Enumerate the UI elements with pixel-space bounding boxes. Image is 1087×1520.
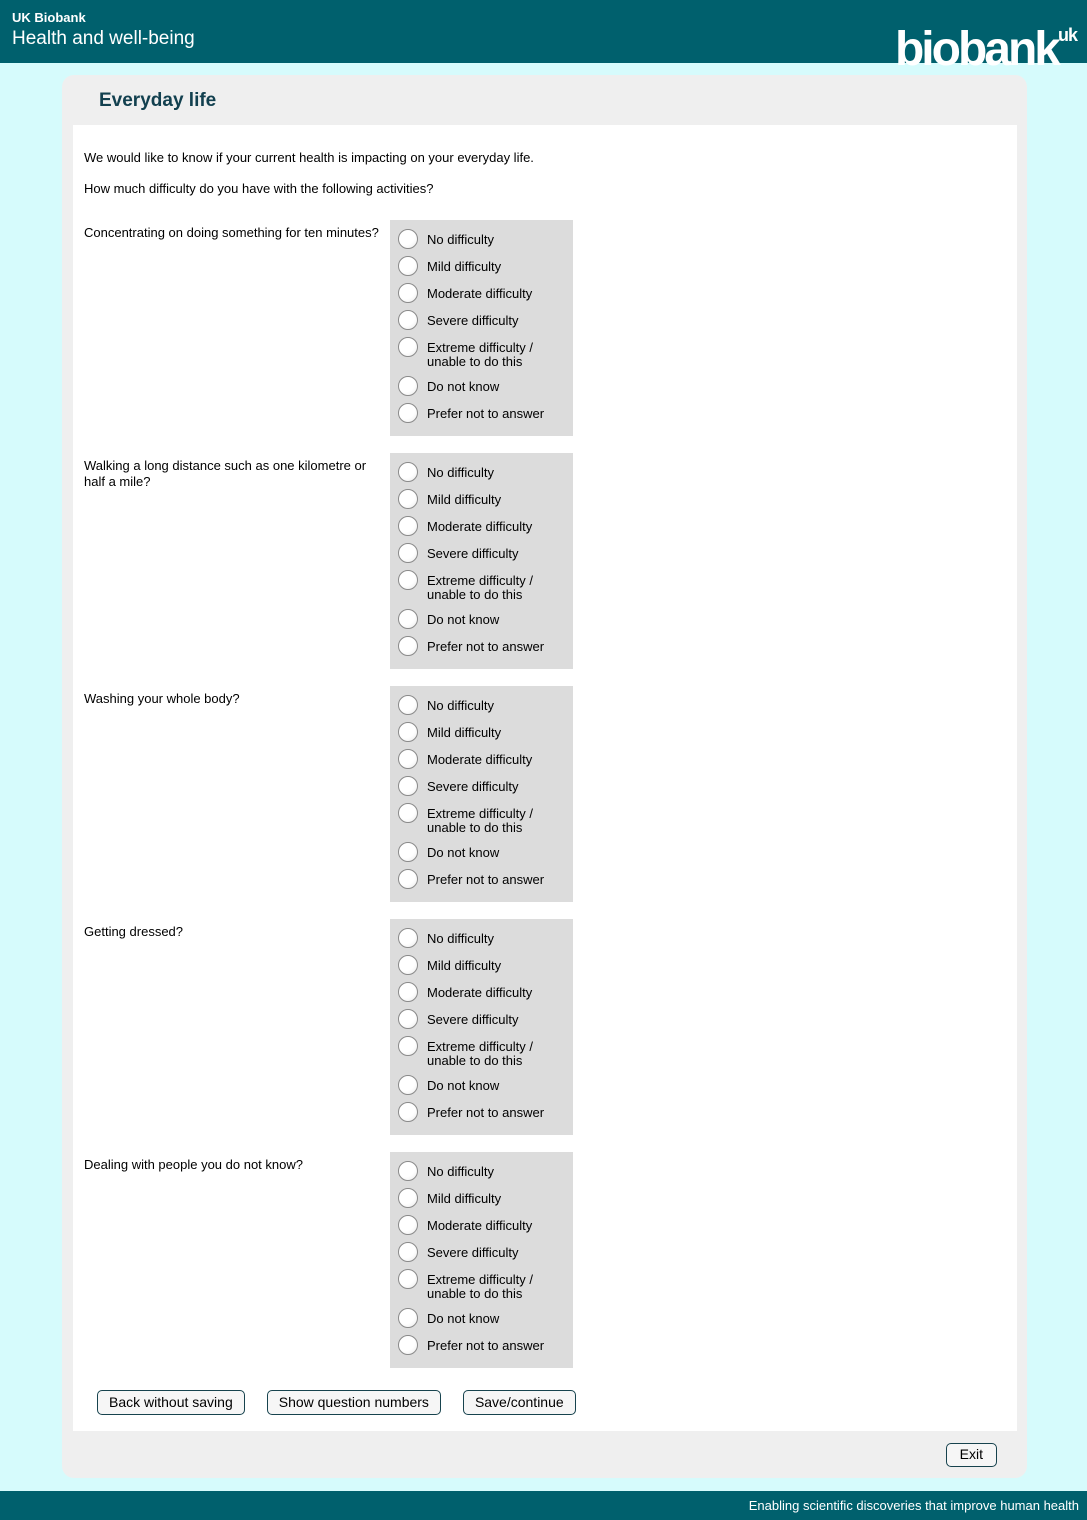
header	[0, 0, 1087, 76]
radio-button-icon[interactable]	[398, 776, 418, 796]
radio-button-icon[interactable]	[398, 516, 418, 536]
radio-button-icon[interactable]	[398, 229, 418, 249]
options-group	[390, 220, 573, 436]
radio-option[interactable]	[398, 570, 565, 602]
radio-option[interactable]	[398, 776, 565, 796]
radio-button-icon[interactable]	[398, 609, 418, 629]
option-label: Severe difficulty	[427, 546, 519, 561]
option-label: Do not know	[427, 612, 500, 627]
option-label: Moderate difficulty	[427, 1218, 533, 1233]
question-label: Getting dressed?	[84, 924, 184, 939]
radio-button-icon[interactable]	[398, 803, 418, 823]
option-label: No difficulty	[427, 465, 494, 480]
radio-button-icon[interactable]	[398, 256, 418, 276]
radio-button-icon[interactable]	[398, 337, 418, 357]
radio-button-icon[interactable]	[398, 1308, 418, 1328]
back-without-saving-button[interactable]: Back without saving	[97, 1390, 245, 1415]
page-title: Everyday life	[99, 90, 217, 111]
radio-option[interactable]	[398, 869, 565, 889]
org-name: UK Biobank	[12, 10, 86, 25]
radio-button-icon[interactable]	[398, 570, 418, 590]
option-label: Prefer not to answer	[427, 872, 545, 887]
question-row	[84, 1152, 1006, 1368]
radio-option[interactable]	[398, 283, 565, 303]
option-label: Mild difficulty	[427, 725, 502, 740]
options-group	[390, 919, 573, 1135]
radio-option[interactable]	[398, 1188, 565, 1208]
radio-button-icon[interactable]	[398, 1036, 418, 1056]
footer-tagline: Enabling scientific discoveries that improve human health	[748, 1498, 1079, 1513]
panel-footer	[62, 1431, 1027, 1478]
radio-button-icon[interactable]	[398, 376, 418, 396]
radio-option[interactable]	[398, 1335, 565, 1355]
radio-button-icon[interactable]	[398, 462, 418, 482]
radio-option[interactable]	[398, 376, 565, 396]
exit-button[interactable]: Exit	[946, 1443, 997, 1467]
radio-option[interactable]	[398, 1009, 565, 1029]
radio-option[interactable]	[398, 982, 565, 1002]
option-label: Mild difficulty	[427, 958, 502, 973]
radio-option[interactable]	[398, 403, 565, 423]
radio-option[interactable]	[398, 543, 565, 563]
radio-button-icon[interactable]	[398, 1102, 418, 1122]
app-title: Health and well-being	[12, 28, 195, 49]
option-label: Mild difficulty	[427, 1191, 502, 1206]
question-row	[84, 919, 1006, 1135]
question-label: Washing your whole body?	[84, 691, 240, 706]
question-row	[84, 686, 1006, 902]
radio-button-icon[interactable]	[398, 695, 418, 715]
radio-button-icon[interactable]	[398, 403, 418, 423]
option-label: Prefer not to answer	[427, 406, 545, 421]
options-group	[390, 453, 573, 669]
option-label: Extreme difficulty / unable to do this	[427, 573, 533, 602]
radio-option[interactable]	[398, 516, 565, 536]
radio-button-icon[interactable]	[398, 749, 418, 769]
option-label: Moderate difficulty	[427, 752, 533, 767]
biobank-logo-uk: uk	[1057, 25, 1077, 45]
radio-option[interactable]	[398, 1161, 565, 1181]
radio-option[interactable]	[398, 636, 565, 656]
question-label: Concentrating on doing something for ten minutes?	[84, 225, 379, 240]
radio-button-icon[interactable]	[398, 1009, 418, 1029]
radio-button-icon[interactable]	[398, 955, 418, 975]
option-label: No difficulty	[427, 1164, 494, 1179]
radio-option[interactable]	[398, 722, 565, 742]
show-question-numbers-button[interactable]: Show question numbers	[267, 1390, 441, 1415]
options-group	[390, 1152, 573, 1368]
radio-option[interactable]	[398, 609, 565, 629]
option-label: No difficulty	[427, 232, 494, 247]
radio-button-icon[interactable]	[398, 842, 418, 862]
option-label: Severe difficulty	[427, 779, 519, 794]
option-label: Do not know	[427, 1311, 500, 1326]
radio-button-icon[interactable]	[398, 543, 418, 563]
save-continue-button[interactable]: Save/continue	[463, 1390, 576, 1415]
option-label: Extreme difficulty / unable to do this	[427, 806, 533, 835]
option-label: Prefer not to answer	[427, 1105, 545, 1120]
option-label: Moderate difficulty	[427, 519, 533, 534]
option-label: Mild difficulty	[427, 492, 502, 507]
option-label: Prefer not to answer	[427, 1338, 545, 1353]
option-label: Do not know	[427, 379, 500, 394]
page-background	[0, 63, 1087, 1491]
radio-button-icon[interactable]	[398, 489, 418, 509]
biobank-logo-text: biobank	[894, 23, 1058, 76]
option-label: Severe difficulty	[427, 1012, 519, 1027]
radio-button-icon[interactable]	[398, 1269, 418, 1289]
radio-button-icon[interactable]	[398, 982, 418, 1002]
biobank-logo	[895, 11, 1077, 74]
option-label: No difficulty	[427, 698, 494, 713]
radio-option[interactable]	[398, 928, 565, 948]
option-label: Moderate difficulty	[427, 985, 533, 1000]
radio-option[interactable]	[398, 337, 565, 369]
option-label: Prefer not to answer	[427, 639, 545, 654]
question-label: Dealing with people you do not know?	[84, 1157, 303, 1172]
radio-button-icon[interactable]	[398, 1188, 418, 1208]
option-label: Severe difficulty	[427, 313, 519, 328]
question-row	[84, 220, 1006, 436]
questions-list	[84, 220, 1006, 1368]
option-label: Extreme difficulty / unable to do this	[427, 340, 533, 369]
radio-option[interactable]	[398, 749, 565, 769]
option-label: Mild difficulty	[427, 259, 502, 274]
option-label: Do not know	[427, 845, 500, 860]
radio-option[interactable]	[398, 1215, 565, 1235]
radio-button-icon[interactable]	[398, 1335, 418, 1355]
radio-option[interactable]	[398, 1308, 565, 1328]
radio-option[interactable]	[398, 842, 565, 862]
radio-option[interactable]	[398, 803, 565, 835]
question-row	[84, 453, 1006, 669]
radio-button-icon[interactable]	[398, 722, 418, 742]
radio-button-icon[interactable]	[398, 1161, 418, 1181]
option-label: Extreme difficulty / unable to do this	[427, 1272, 533, 1301]
option-label: Extreme difficulty / unable to do this	[427, 1039, 533, 1068]
radio-option[interactable]	[398, 462, 565, 482]
questionnaire-panel	[62, 75, 1027, 1478]
action-buttons	[97, 1390, 1006, 1415]
intro-text-1: We would like to know if your current health is impacting on your everyday life.	[84, 150, 534, 165]
radio-button-icon[interactable]	[398, 869, 418, 889]
radio-option[interactable]	[398, 955, 565, 975]
footer	[0, 1491, 1087, 1520]
radio-option[interactable]	[398, 1269, 565, 1301]
option-label: Do not know	[427, 1078, 500, 1093]
intro-text-2: How much difficulty do you have with the following activities?	[84, 181, 434, 196]
radio-option[interactable]	[398, 1036, 565, 1068]
radio-button-icon[interactable]	[398, 1075, 418, 1095]
option-label: Severe difficulty	[427, 1245, 519, 1260]
radio-option[interactable]	[398, 489, 565, 509]
radio-option[interactable]	[398, 256, 565, 276]
radio-option[interactable]	[398, 1242, 565, 1262]
radio-option[interactable]	[398, 310, 565, 330]
radio-option[interactable]	[398, 229, 565, 249]
radio-button-icon[interactable]	[398, 310, 418, 330]
radio-option[interactable]	[398, 695, 565, 715]
radio-option[interactable]	[398, 1075, 565, 1095]
radio-button-icon[interactable]	[398, 636, 418, 656]
radio-button-icon[interactable]	[398, 283, 418, 303]
question-label: Walking a long distance such as one kilometre or half a mile?	[84, 458, 367, 489]
content-area	[73, 125, 1017, 1431]
radio-button-icon[interactable]	[398, 1242, 418, 1262]
option-label: Moderate difficulty	[427, 286, 533, 301]
options-group	[390, 686, 573, 902]
radio-option[interactable]	[398, 1102, 565, 1122]
radio-button-icon[interactable]	[398, 928, 418, 948]
radio-button-icon[interactable]	[398, 1215, 418, 1235]
header-titles	[12, 9, 195, 52]
option-label: No difficulty	[427, 931, 494, 946]
